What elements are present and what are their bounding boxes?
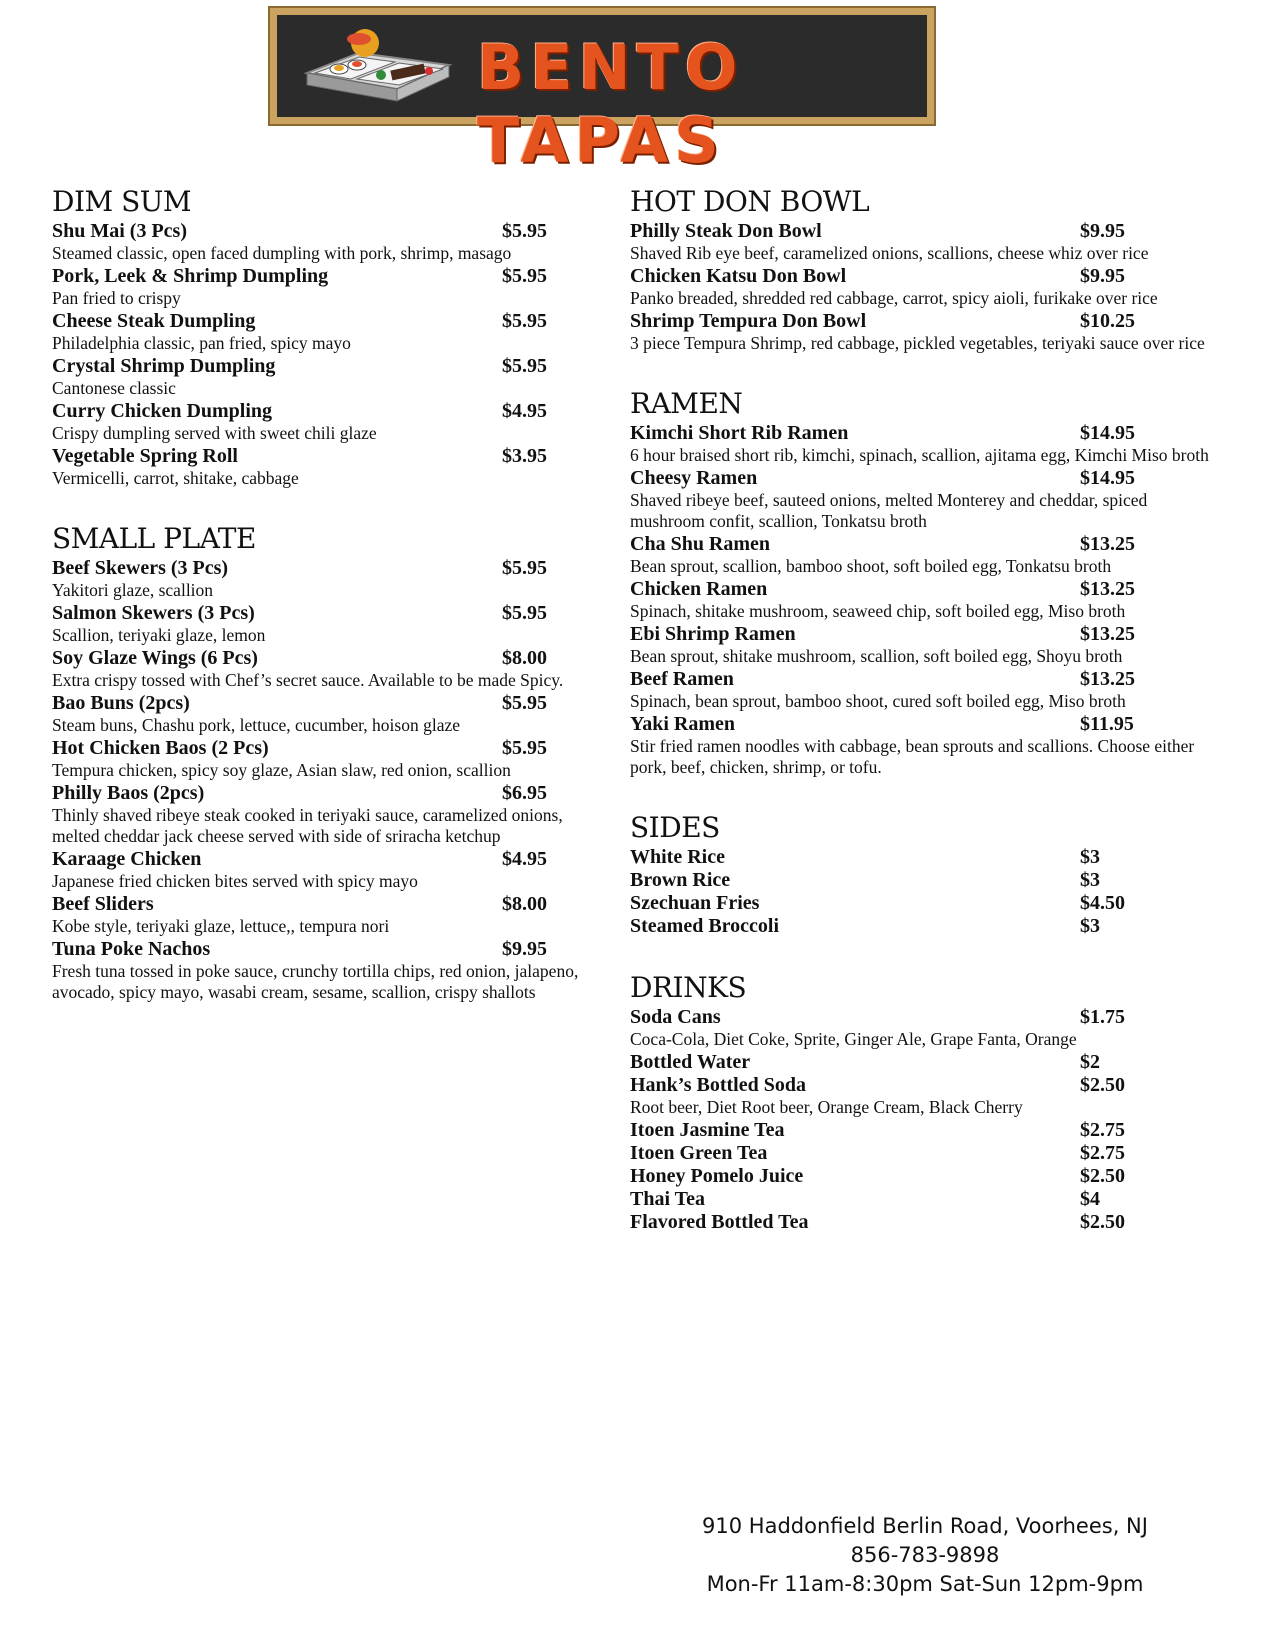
menu-item xyxy=(630,846,1230,869)
menu-item-price: $9.95 xyxy=(1080,220,1125,242)
menu-item-description: Yakitori glaze, scallion xyxy=(52,580,214,600)
menu-item-description: Scallion, teriyaki glaze, lemon xyxy=(52,625,266,645)
menu-item-name: Philly Steak Don Bowl xyxy=(630,220,822,242)
menu-item-name: Steamed Broccoli xyxy=(630,915,780,937)
menu-item-row xyxy=(630,1142,1230,1165)
menu-item-row xyxy=(630,467,1230,490)
menu-item xyxy=(52,602,612,646)
menu-item-name: Cheesy Ramen xyxy=(630,467,758,489)
menu-item-row xyxy=(52,737,612,760)
menu-item-name: Hank’s Bottled Soda xyxy=(630,1074,806,1096)
menu-item-description: Philadelphia classic, pan fried, spicy mayo xyxy=(52,333,351,353)
menu-item-name: Vegetable Spring Roll xyxy=(52,445,238,467)
menu-item xyxy=(630,1074,1230,1118)
menu-item xyxy=(630,578,1230,622)
menu-item-price: $8.00 xyxy=(502,893,547,915)
menu-item-description: Kobe style, teriyaki glaze, lettuce,, tempura nori xyxy=(52,916,390,936)
menu-item-price: $13.25 xyxy=(1080,668,1135,690)
menu-section xyxy=(52,186,612,489)
menu-item-description: Bean sprout, scallion, bamboo shoot, soft boiled egg, Tonkatsu broth xyxy=(630,556,1112,576)
menu-item-price: $5.95 xyxy=(502,602,547,624)
menu-item-description: Crispy dumpling served with sweet chili glaze xyxy=(52,423,377,443)
bento-box-icon xyxy=(299,25,459,111)
menu-item-name: Szechuan Fries xyxy=(630,892,760,914)
menu-item-price: $1.75 xyxy=(1080,1006,1125,1028)
menu-item-name: Beef Sliders xyxy=(52,893,154,915)
section-title: RAMEN xyxy=(630,387,743,420)
menu-item-description: Stir fried ramen noodles with cabbage, bean sprouts and scallions. Choose either pork, beef, chicken, shrimp, or tofu. xyxy=(630,736,1195,777)
menu-item xyxy=(630,713,1230,778)
logo-banner xyxy=(270,8,934,177)
menu-item xyxy=(630,623,1230,667)
menu-item-row xyxy=(630,220,1230,243)
menu-item-name: Curry Chicken Dumpling xyxy=(52,400,273,422)
right-column xyxy=(630,186,1230,1268)
menu-item-price: $10.25 xyxy=(1080,310,1135,332)
footer-phone: 856-783-9898 xyxy=(850,1543,1000,1567)
menu-item-row xyxy=(52,938,612,961)
menu-item-price: $2.50 xyxy=(1080,1074,1125,1096)
menu-item-price: $13.25 xyxy=(1080,623,1135,645)
menu-item-price: $2.75 xyxy=(1080,1142,1125,1164)
menu-item-price: $2.50 xyxy=(1080,1211,1125,1233)
menu-item-description: Spinach, shitake mushroom, seaweed chip, soft boiled egg, Miso broth xyxy=(630,601,1126,621)
menu-item xyxy=(630,265,1230,309)
menu-item-name: Philly Baos (2pcs) xyxy=(52,782,205,804)
menu-item xyxy=(52,782,612,847)
menu-item-name: Ebi Shrimp Ramen xyxy=(630,623,796,645)
menu-section xyxy=(630,186,1230,354)
menu-item-description: Tempura chicken, spicy soy glaze, Asian slaw, red onion, scallion xyxy=(52,760,511,780)
menu-item xyxy=(52,557,612,601)
menu-item xyxy=(630,533,1230,577)
menu-item-name: Salmon Skewers (3 Pcs) xyxy=(52,602,255,624)
menu-item xyxy=(630,1142,1230,1165)
menu-item-row xyxy=(630,310,1230,333)
menu-item-row xyxy=(630,623,1230,646)
menu-item-price: $6.95 xyxy=(502,782,547,804)
menu-item-row xyxy=(630,1074,1230,1097)
menu-item-price: $4.95 xyxy=(502,400,547,422)
menu-item-row xyxy=(630,892,1230,915)
menu-item-name: Karaage Chicken xyxy=(52,848,202,870)
menu-item xyxy=(52,938,612,1003)
menu-item-price: $9.95 xyxy=(1080,265,1125,287)
menu-item-price: $5.95 xyxy=(502,737,547,759)
menu-item-price: $14.95 xyxy=(1080,422,1135,444)
menu-item-name: Bao Buns (2pcs) xyxy=(52,692,190,714)
menu-item-description: Steamed classic, open faced dumpling with pork, shrimp, masago xyxy=(52,243,512,263)
menu-item-description: Spinach, bean sprout, bamboo shoot, cured soft boiled egg, Miso broth xyxy=(630,691,1126,711)
menu-item-name: White Rice xyxy=(630,846,725,868)
menu-item-name: Itoen Jasmine Tea xyxy=(630,1119,785,1141)
menu-item-row xyxy=(52,782,612,805)
menu-item-row xyxy=(630,1006,1230,1029)
menu-item-price: $3 xyxy=(1080,846,1100,868)
menu-item-name: Honey Pomelo Juice xyxy=(630,1165,804,1187)
menu-item-row xyxy=(630,1119,1230,1142)
menu-item-price: $3.95 xyxy=(502,445,547,467)
menu-item-description: Fresh tuna tossed in poke sauce, crunchy tortilla chips, red onion, jalapeno, avocado, spicy mayo, wasabi cream, sesame, scallion, crispy shallots xyxy=(52,961,579,1002)
menu-item-name: Chicken Ramen xyxy=(630,578,768,600)
menu-item-name: Soy Glaze Wings (6 Pcs) xyxy=(52,647,258,669)
menu-item xyxy=(630,1006,1230,1050)
menu-item xyxy=(52,265,612,309)
menu-item-name: Shrimp Tempura Don Bowl xyxy=(630,310,867,332)
menu-item-row xyxy=(630,1211,1230,1234)
menu-item-price: $8.00 xyxy=(502,647,547,669)
menu-section xyxy=(52,523,612,1003)
menu-item-row xyxy=(52,557,612,580)
menu-item-price: $5.95 xyxy=(502,557,547,579)
menu-item-name: Beef Ramen xyxy=(630,668,734,690)
menu-item-price: $13.25 xyxy=(1080,533,1135,555)
menu-item-description: Cantonese classic xyxy=(52,378,176,398)
menu-item xyxy=(630,1051,1230,1074)
menu-item-price: $3 xyxy=(1080,869,1100,891)
menu-item-description: Shaved Rib eye beef, caramelized onions, scallions, cheese whiz over rice xyxy=(630,243,1149,263)
menu-item xyxy=(630,467,1230,532)
menu-item-name: Shu Mai (3 Pcs) xyxy=(52,220,187,242)
menu-item-description: Panko breaded, shredded red cabbage, carrot, spicy aioli, furikake over rice xyxy=(630,288,1158,308)
menu-item xyxy=(630,892,1230,915)
menu-item-description: Steam buns, Chashu pork, lettuce, cucumber, hoison glaze xyxy=(52,715,461,735)
section-title: DIM SUM xyxy=(52,185,192,218)
menu-item xyxy=(630,422,1230,466)
menu-item xyxy=(630,1211,1230,1234)
menu-item-description: Root beer, Diet Root beer, Orange Cream, Black Cherry xyxy=(630,1097,1023,1117)
menu-item xyxy=(52,355,612,399)
menu-item xyxy=(52,400,612,444)
menu-item xyxy=(630,869,1230,892)
menu-item-row xyxy=(630,713,1230,736)
menu-item xyxy=(630,1165,1230,1188)
section-title: SMALL PLATE xyxy=(52,522,256,555)
menu-item-row xyxy=(630,668,1230,691)
menu-item-price: $5.95 xyxy=(502,355,547,377)
menu-item-price: $2.75 xyxy=(1080,1119,1125,1141)
menu-item-row xyxy=(52,647,612,670)
footer xyxy=(660,1512,1190,1599)
menu-item xyxy=(630,220,1230,264)
menu-item-description: Shaved ribeye beef, sauteed onions, melted Monterey and cheddar, spiced mushroom confit, scallion, Tonkatsu broth xyxy=(630,490,1148,531)
menu-item-row xyxy=(52,265,612,288)
menu-item-name: Beef Skewers (3 Pcs) xyxy=(52,557,229,579)
menu-item-price: $9.95 xyxy=(502,938,547,960)
menu-item-price: $14.95 xyxy=(1080,467,1135,489)
logo-text: BENTO TAPAS xyxy=(477,31,744,177)
menu-item-description: Thinly shaved ribeye steak cooked in teriyaki sauce, caramelized onions, melted cheddar jack cheese served with side of sriracha ketchup xyxy=(52,805,563,846)
menu-item-row xyxy=(52,602,612,625)
menu-item-name: Pork, Leek & Shrimp Dumpling xyxy=(52,265,329,287)
menu-item-row xyxy=(630,869,1230,892)
menu-item-row xyxy=(630,915,1230,938)
menu-item xyxy=(52,692,612,736)
menu-item-row xyxy=(52,220,612,243)
menu-item-row xyxy=(52,848,612,871)
menu-item-price: $5.95 xyxy=(502,265,547,287)
menu-item-name: Chicken Katsu Don Bowl xyxy=(630,265,847,287)
menu-item-row xyxy=(630,578,1230,601)
menu-item xyxy=(52,310,612,354)
menu-item-row xyxy=(52,310,612,333)
menu-item xyxy=(52,220,612,264)
menu-item-row xyxy=(52,692,612,715)
menu-item-description: Coca-Cola, Diet Coke, Sprite, Ginger Ale, Grape Fanta, Orange xyxy=(630,1029,1077,1049)
menu-item-row xyxy=(630,846,1230,869)
menu-item-name: Soda Cans xyxy=(630,1006,721,1028)
menu-item-name: Flavored Bottled Tea xyxy=(630,1211,809,1233)
menu-item-row xyxy=(630,1165,1230,1188)
menu-item-name: Itoen Green Tea xyxy=(630,1142,768,1164)
menu-item-row xyxy=(630,1188,1230,1211)
footer-address: 910 Haddonfield Berlin Road, Voorhees, NJ xyxy=(702,1514,1148,1538)
section-title: HOT DON BOWL xyxy=(630,185,870,218)
menu-item-name: Cheese Steak Dumpling xyxy=(52,310,256,332)
menu-item-name: Bottled Water xyxy=(630,1051,751,1073)
menu-item-row xyxy=(52,355,612,378)
menu-item-row xyxy=(630,533,1230,556)
menu-item-name: Tuna Poke Nachos xyxy=(52,938,211,960)
menu-item-row xyxy=(630,1051,1230,1074)
menu-item-name: Thai Tea xyxy=(630,1188,706,1210)
menu-item-row xyxy=(52,893,612,916)
menu-item xyxy=(52,647,612,691)
menu-item-description: Vermicelli, carrot, shitake, cabbage xyxy=(52,468,299,488)
menu-item-price: $5.95 xyxy=(502,220,547,242)
menu-item-name: Kimchi Short Rib Ramen xyxy=(630,422,849,444)
menu-item-description: Japanese fried chicken bites served with spicy mayo xyxy=(52,871,418,891)
menu-section xyxy=(630,812,1230,938)
menu-item-row xyxy=(630,422,1230,445)
menu-item-price: $5.95 xyxy=(502,692,547,714)
menu-item-price: $4 xyxy=(1080,1188,1100,1210)
menu-item-price: $2.50 xyxy=(1080,1165,1125,1187)
menu-item xyxy=(52,445,612,489)
menu-item-name: Hot Chicken Baos (2 Pcs) xyxy=(52,737,269,759)
menu-section xyxy=(630,388,1230,778)
menu-item xyxy=(630,668,1230,712)
menu-item-price: $4.50 xyxy=(1080,892,1125,914)
section-title: SIDES xyxy=(630,811,720,844)
menu-item xyxy=(630,1119,1230,1142)
menu-item-price: $2 xyxy=(1080,1051,1100,1073)
menu-item xyxy=(52,848,612,892)
menu-item-description: Pan fried to crispy xyxy=(52,288,181,308)
menu-item-name: Brown Rice xyxy=(630,869,731,891)
menu-item-description: Bean sprout, shitake mushroom, scallion, soft boiled egg, Shoyu broth xyxy=(630,646,1123,666)
menu-item-price: $13.25 xyxy=(1080,578,1135,600)
menu-item-description: 3 piece Tempura Shrimp, red cabbage, pickled vegetables, teriyaki sauce over rice xyxy=(630,333,1205,353)
menu-item-name: Crystal Shrimp Dumpling xyxy=(52,355,276,377)
menu-item-description: Extra crispy tossed with Chef’s secret sauce. Available to be made Spicy. xyxy=(52,670,564,690)
menu-item-row xyxy=(52,400,612,423)
menu-section xyxy=(630,972,1230,1234)
menu-item xyxy=(52,737,612,781)
menu-item-row xyxy=(630,265,1230,288)
menu-item-description: 6 hour braised short rib, kimchi, spinach, scallion, ajitama egg, Kimchi Miso broth xyxy=(630,445,1209,465)
menu-item-price: $11.95 xyxy=(1080,713,1134,735)
menu-item-price: $5.95 xyxy=(502,310,547,332)
section-title: DRINKS xyxy=(630,971,747,1004)
menu-item xyxy=(630,1188,1230,1211)
menu-item-row xyxy=(52,445,612,468)
menu-item-name: Cha Shu Ramen xyxy=(630,533,771,555)
footer-hours: Mon-Fr 11am-8:30pm Sat-Sun 12pm-9pm xyxy=(706,1572,1144,1596)
left-column xyxy=(52,186,612,1037)
menu-item xyxy=(630,310,1230,354)
menu-item xyxy=(52,893,612,937)
menu-item-name: Yaki Ramen xyxy=(630,713,736,735)
menu-item-price: $3 xyxy=(1080,915,1100,937)
menu-item xyxy=(630,915,1230,938)
menu-item-price: $4.95 xyxy=(502,848,547,870)
